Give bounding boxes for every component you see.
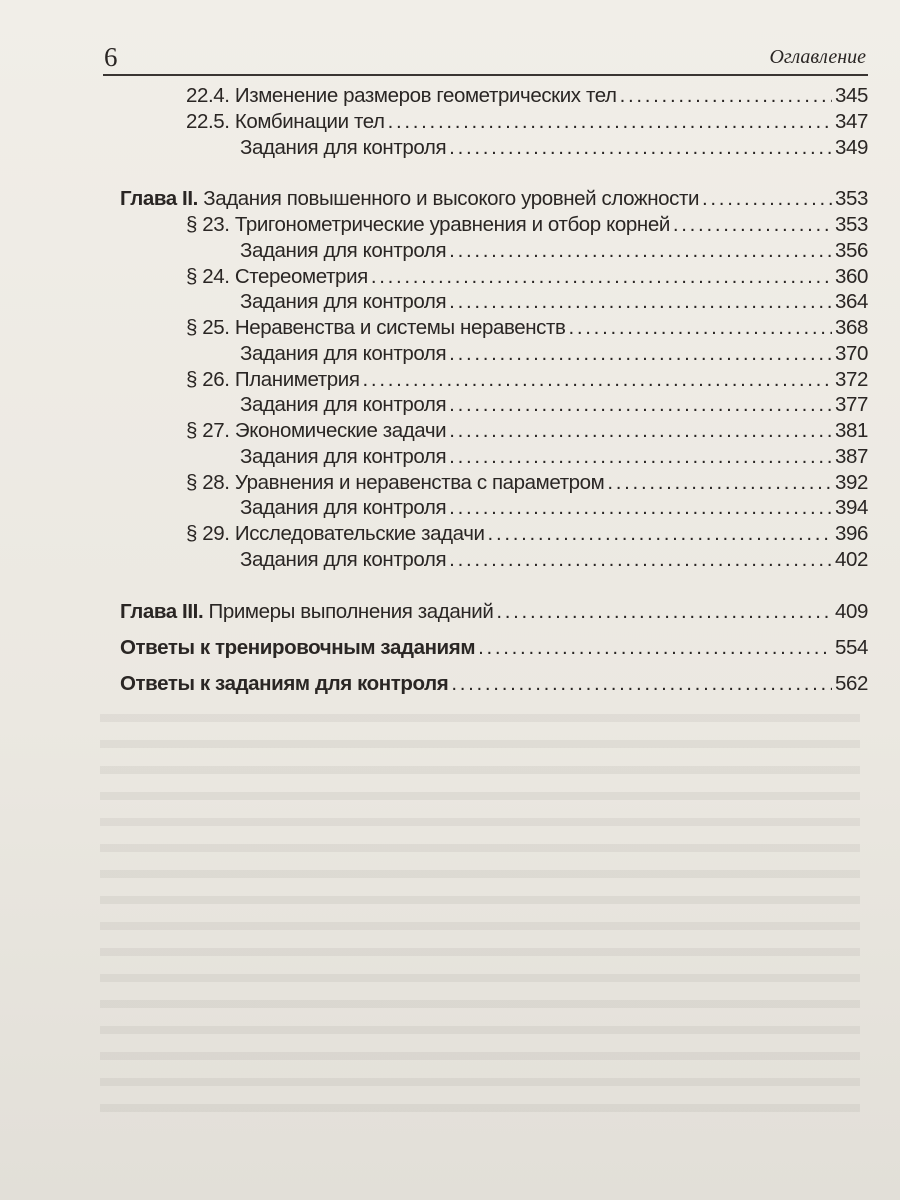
toc-entry-title [240, 496, 446, 520]
toc-entry-text: Задания для контроля [240, 290, 447, 313]
dot-leader [449, 496, 832, 520]
toc-entry-title [120, 187, 699, 211]
dot-leader [488, 522, 832, 546]
toc-page-number: 562 [834, 672, 868, 695]
dot-leader [496, 600, 832, 624]
header-rule [103, 74, 868, 76]
toc-entry-text: 22.4. Изменение размеров геометрических тел [186, 84, 617, 107]
toc-entry [240, 445, 868, 471]
toc-page-number: 360 [834, 265, 868, 288]
toc-entry-title [240, 290, 446, 314]
toc-page-number: 347 [834, 110, 868, 133]
toc-entry [186, 316, 868, 342]
toc-page-number: 381 [834, 419, 868, 442]
dot-leader [478, 636, 832, 660]
toc-page-number: 368 [834, 316, 868, 339]
chapter-label: Глава III. [120, 600, 204, 623]
toc-entry-title [240, 445, 446, 469]
dot-leader [607, 471, 832, 495]
dot-leader [449, 445, 832, 469]
dot-leader [569, 316, 832, 340]
dot-leader [449, 393, 832, 417]
toc-entry [186, 419, 868, 445]
toc-page-number: 370 [834, 342, 868, 365]
toc-entry-title [186, 213, 670, 237]
toc-page-number: 402 [834, 548, 868, 571]
toc-entry [186, 84, 868, 110]
toc-entry [240, 342, 868, 368]
toc-entry-text: § 23. Тригонометрические уравнения и отбор корней [186, 213, 670, 236]
dot-leader [449, 419, 832, 443]
toc-entry-text: § 27. Экономические задачи [186, 419, 447, 442]
toc-entry-text: § 25. Неравенства и системы неравенств [186, 316, 566, 339]
toc-entry [120, 636, 868, 662]
toc-entry-text: § 24. Стереометрия [186, 265, 368, 288]
toc-entry [240, 496, 868, 522]
toc-entry-text: Задания для контроля [240, 239, 447, 262]
toc-entry-title [120, 636, 475, 660]
toc-entry-text: § 29. Исследовательские задачи [186, 522, 485, 545]
toc-entry-title [186, 522, 485, 546]
dot-leader [388, 110, 832, 134]
running-head: Оглавление [769, 46, 866, 68]
toc-entry-title [186, 84, 617, 108]
dot-leader [620, 84, 832, 108]
toc-entry [120, 187, 868, 213]
page-number: 6 [104, 42, 118, 72]
toc-entry [120, 600, 868, 626]
toc-page-number: 353 [834, 187, 868, 210]
toc-page-number: 409 [834, 600, 868, 623]
toc-entry-title [186, 419, 446, 443]
toc-entry-text: Задания для контроля [240, 342, 447, 365]
dot-leader [673, 213, 832, 237]
toc-entry-title [240, 393, 446, 417]
toc-entry-text: Ответы к заданиям для контроля [120, 672, 449, 695]
toc-entry-text: Примеры выполнения заданий [203, 600, 494, 623]
toc-entry [186, 368, 868, 394]
toc-page-number: 356 [834, 239, 868, 262]
toc-entry [186, 213, 868, 239]
toc-entry [240, 136, 868, 162]
toc-entry [186, 471, 868, 497]
toc-entry [186, 522, 868, 548]
dot-leader [449, 548, 832, 572]
dot-leader [363, 368, 832, 392]
dot-leader [451, 672, 832, 696]
toc-page-number: 396 [834, 522, 868, 545]
toc-entry-title [186, 110, 385, 134]
toc-entry [240, 393, 868, 419]
toc-page-number: 377 [834, 393, 868, 416]
toc-entry-title [120, 672, 448, 696]
toc-entry-text: Задания для контроля [240, 445, 447, 468]
toc-entry-text: Задания для контроля [240, 136, 447, 159]
toc-entry-title [240, 548, 446, 572]
toc-entry-text: Задания для контроля [240, 548, 447, 571]
toc-entry [240, 290, 868, 316]
toc-entry-title [186, 368, 360, 392]
toc-entry-text: Задания повышенного и высокого уровней сложности [197, 187, 700, 210]
toc-entry-title [240, 136, 446, 160]
toc-entry [120, 672, 868, 698]
toc-entry [186, 265, 868, 291]
toc-page-number: 387 [834, 445, 868, 468]
toc-entry [240, 239, 868, 265]
toc-page-number: 372 [834, 368, 868, 391]
toc-entry-title [240, 342, 446, 366]
toc-entry-title [186, 471, 604, 495]
toc-entry-text: Задания для контроля [240, 496, 447, 519]
chapter-label: Глава II. [120, 187, 198, 210]
toc-entry-title [186, 265, 368, 289]
toc-entry-text: § 26. Планиметрия [186, 368, 360, 391]
toc-entry-text: Ответы к тренировочным заданиям [120, 636, 476, 659]
toc-entry-text: § 28. Уравнения и неравенства с параметром [186, 471, 605, 494]
toc-entry [240, 548, 868, 574]
toc-entry-text: 22.5. Комбинации тел [186, 110, 385, 133]
toc-page-number: 349 [834, 136, 868, 159]
dot-leader [371, 265, 832, 289]
dot-leader [449, 342, 832, 366]
toc-entry-title [120, 600, 493, 624]
dot-leader [449, 136, 832, 160]
toc-entry-text: Задания для контроля [240, 393, 447, 416]
toc-page-number: 554 [834, 636, 868, 659]
toc-entry [186, 110, 868, 136]
toc-entry-title [186, 316, 566, 340]
toc-page-number: 394 [834, 496, 868, 519]
toc-page-number: 364 [834, 290, 868, 313]
toc-page-number: 353 [834, 213, 868, 236]
dot-leader [449, 239, 832, 263]
toc-page-number: 345 [834, 84, 868, 107]
toc-entry-title [240, 239, 446, 263]
dot-leader [449, 290, 832, 314]
toc-page-number: 392 [834, 471, 868, 494]
bleed-through-text [100, 700, 860, 1120]
dot-leader [702, 187, 832, 211]
